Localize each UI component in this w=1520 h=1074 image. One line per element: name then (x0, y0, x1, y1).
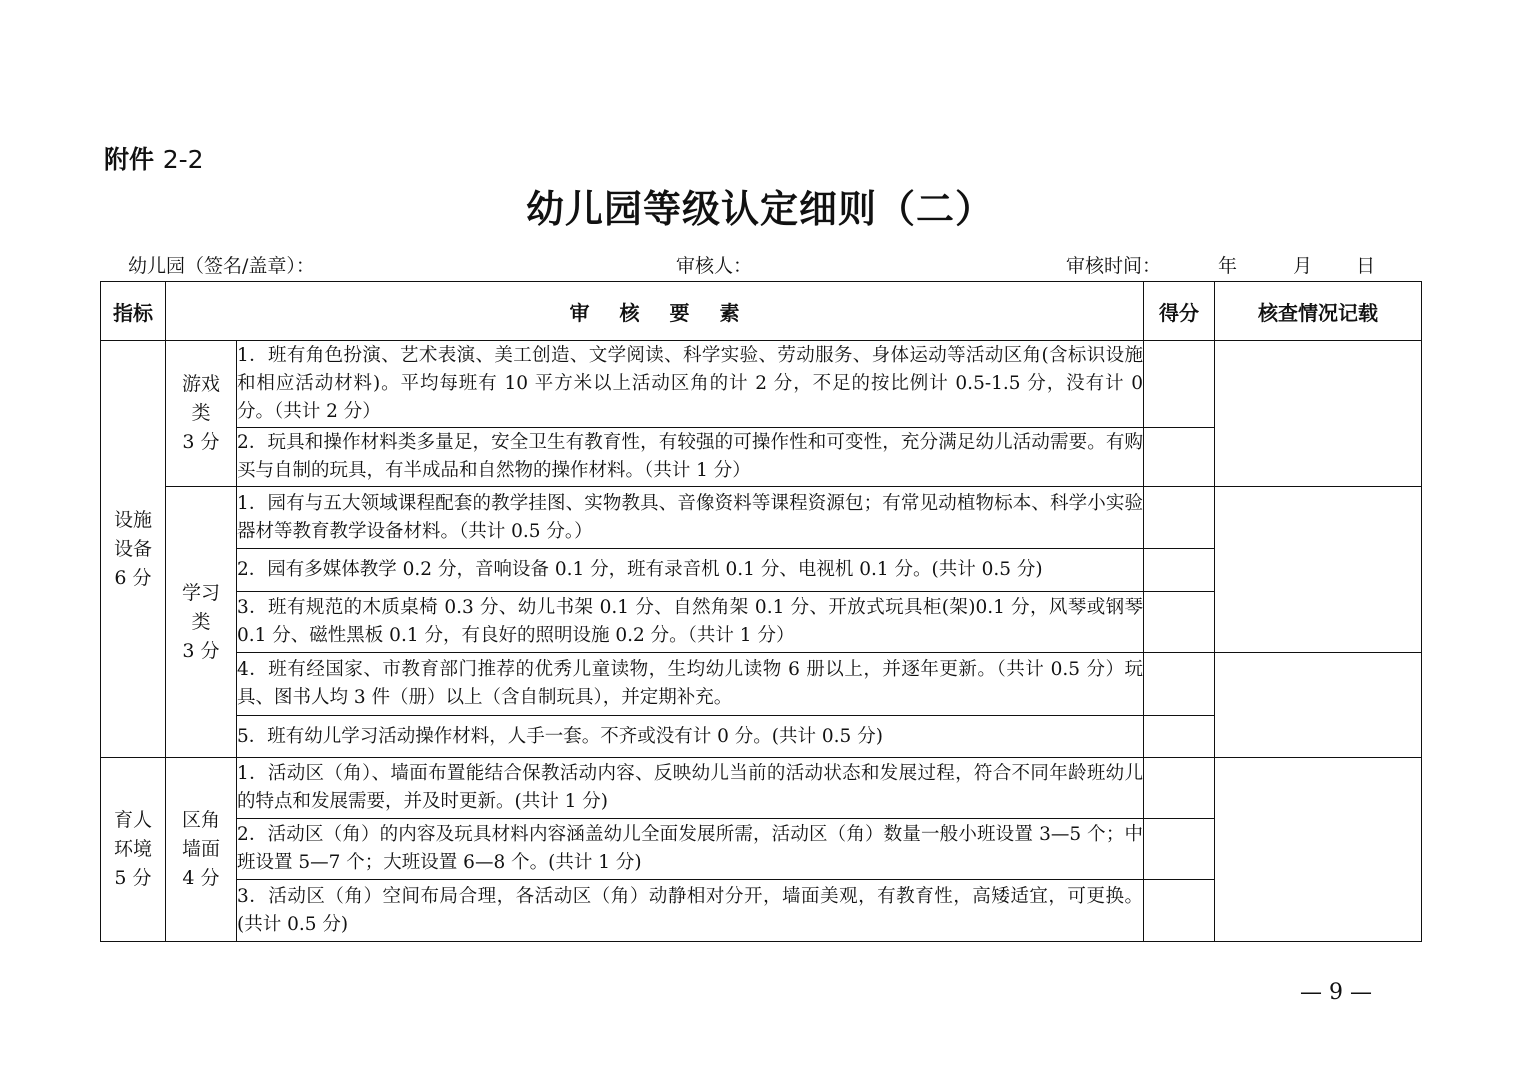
review-item: 2．活动区（角）的内容及玩具材料内容涵盖幼儿全面发展所需，活动区（角）数量一般小班设置 3—5 个；中班设置 5—7 个；大班设置 6—8 个。(共计 1 分) (237, 819, 1144, 880)
table-row (101, 487, 1422, 549)
category-environment (101, 758, 166, 942)
subcategory-line: 3 分 (182, 639, 220, 662)
assessment-table (100, 281, 1422, 942)
table-header-row (101, 282, 1422, 341)
table-row (101, 758, 1422, 819)
review-time-label: 审核时间： (1066, 255, 1162, 277)
subcategory-corner-wall (166, 758, 237, 942)
record-cell[interactable] (1215, 487, 1422, 653)
score-cell[interactable] (1144, 428, 1215, 487)
page-number: — 9 — (1300, 980, 1372, 1005)
review-item: 1．园有与五大领域课程配套的教学挂图、实物教具、音像资料等课程资源包；有常见动植物标本、科学小实验器材等教育教学设备材料。（共计 0.5 分。） (237, 487, 1144, 549)
review-item: 5．班有幼儿学习活动操作材料，人手一套。不齐或没有计 0 分。(共计 0.5 分) (237, 716, 1144, 758)
header-score: 得分 (1144, 282, 1215, 341)
day-label: 日 (1356, 255, 1376, 277)
subcategory-line: 4 分 (182, 867, 220, 889)
subcategory-line: 类 (191, 402, 211, 424)
subcategory-learning (166, 487, 237, 758)
subcategory-line: 学习 (181, 581, 220, 604)
table-row (101, 341, 1422, 428)
score-cell[interactable] (1144, 341, 1215, 428)
record-cell[interactable] (1215, 341, 1422, 487)
month-label: 月 (1293, 255, 1313, 277)
category-line: 育人 (113, 809, 152, 831)
subcategory-line: 游戏 (181, 373, 220, 395)
review-item: 3．活动区（角）空间布局合理，各活动区（角）动静相对分开，墙面美观，有教育性，高矮适宜，可更换。(共计 0.5 分) (237, 880, 1144, 942)
table-row (101, 653, 1422, 716)
document-title: 幼儿园等级认定细则（二） (525, 186, 994, 231)
attachment-label (104, 140, 204, 176)
category-line: 5 分 (114, 867, 152, 889)
subcategory-line: 区角 (181, 809, 220, 831)
subcategory-line: 墙面 (181, 838, 220, 860)
score-cell[interactable] (1144, 819, 1215, 880)
review-item: 1．活动区（角）、墙面布置能结合保教活动内容、反映幼儿当前的活动状态和发展过程，符合不同年龄班幼儿的特点和发展需要，并及时更新。(共计 1 分) (237, 758, 1144, 819)
review-item: 2．玩具和操作材料类多量足，安全卫生有教育性，有较强的可操作性和可变性，充分满足幼儿活动需要。有购买与自制的玩具，有半成品和自然物的操作材料。（共计 1 分） (237, 428, 1144, 487)
subcategory-game (166, 341, 237, 487)
category-line: 6 分 (114, 566, 152, 589)
attachment-number: 2-2 (162, 145, 204, 174)
kindergarten-signature-label: 幼儿园（签名/盖章）： (128, 255, 315, 277)
attachment-word: 附件 (104, 145, 155, 174)
score-cell[interactable] (1144, 758, 1215, 819)
review-item: 2．园有多媒体教学 0.2 分，音响设备 0.1 分，班有录音机 0.1 分、电视机 0.1 分。(共计 0.5 分) (237, 549, 1144, 592)
review-item: 4．班有经国家、市教育部门推荐的优秀儿童读物，生均幼儿读物 6 册以上，并逐年更新。（共计 0.5 分）玩具、图书人均 3 件（册）以上（含自制玩具），并定期补充。 (237, 653, 1144, 716)
score-cell[interactable] (1144, 592, 1215, 653)
record-cell[interactable] (1215, 758, 1422, 942)
category-line: 环境 (113, 838, 152, 860)
subcategory-line: 3 分 (182, 431, 220, 453)
category-line: 设施 (113, 508, 152, 531)
category-facilities (101, 341, 166, 758)
header-indicator: 指标 (101, 282, 166, 341)
subcategory-line: 类 (191, 610, 211, 633)
header-record: 核查情况记载 (1215, 282, 1422, 341)
review-date-fields (1218, 251, 1375, 278)
reviewer-label: 审核人： (676, 255, 753, 277)
review-item: 3．班有规范的木质桌椅 0.3 分、幼儿书架 0.1 分、自然角架 0.1 分、开放式玩具柜(架)0.1 分，风琴或钢琴 0.1 分、磁性黑板 0.1 分，有良好的照明设施 0.2 分。（共计 1 分） (237, 592, 1144, 653)
score-cell[interactable] (1144, 880, 1215, 942)
score-cell[interactable] (1144, 549, 1215, 592)
category-line: 设备 (113, 537, 152, 560)
record-cell[interactable] (1215, 653, 1422, 758)
score-cell[interactable] (1144, 487, 1215, 549)
header-review-elements: 审核要素 (166, 282, 1144, 341)
score-cell[interactable] (1144, 716, 1215, 758)
review-item: 1．班有角色扮演、艺术表演、美工创造、文学阅读、科学实验、劳动服务、身体运动等活动区角(含标识设施和相应活动材料)。平均每班有 10 平方米以上活动区角的计 2 分，不足的按比例计 0.5-1.5 分，没有计 0 分。（共计 2 分） (237, 341, 1144, 428)
score-cell[interactable] (1144, 653, 1215, 716)
year-label: 年 (1218, 255, 1238, 277)
